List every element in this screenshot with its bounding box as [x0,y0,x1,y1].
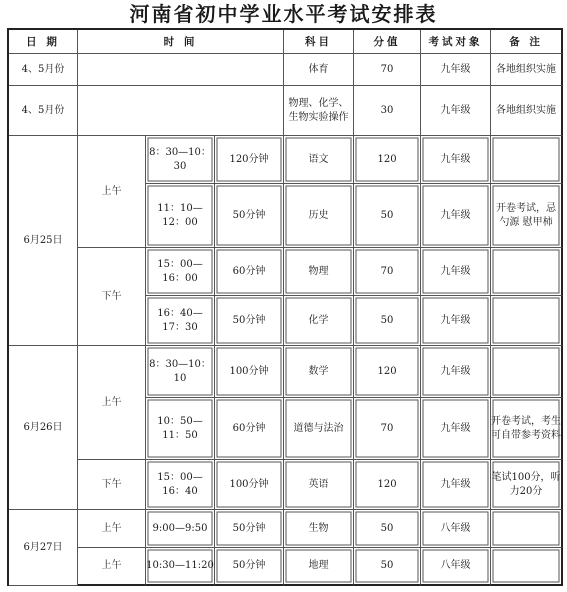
table-row [9,510,563,548]
duration-cell: 50分钟 [215,184,284,248]
score-cell: 70 [354,398,421,460]
subject-cell: 道德与法治 [284,398,354,460]
header-score: 分值 [354,30,421,54]
score-cell: 70 [354,54,421,86]
table-row [9,86,563,136]
half-day-cell: 下午 [78,460,146,510]
date-cell: 6月26日 [9,346,78,510]
note-cell: 各地组织实施 [491,54,563,86]
date-cell: 4、5月份 [9,54,78,86]
date-cell: 6月27日 [9,510,78,586]
subject-cell: 体育 [284,54,354,86]
note-cell [491,510,563,548]
score-cell: 70 [354,248,421,296]
time-cell: 11：10—12：00 [146,184,215,248]
note-cell [491,136,563,184]
half-day-cell: 上午 [78,548,146,586]
note-cell: 开卷考试，忌 勺源 慰甲柿 [491,184,563,248]
half-day-cell: 上午 [78,510,146,548]
subject-cell: 历史 [284,184,354,248]
table-row [9,248,563,296]
duration-cell: 50分钟 [215,510,284,548]
score-cell: 120 [354,460,421,510]
half-day-cell: 上午 [78,346,146,460]
time-cell: 10:30—11:20 [146,548,215,586]
page-title: 河南省初中学业水平考试安排表 [129,2,438,26]
note-cell [491,296,563,346]
time-cell: 8：30—10：10 [146,346,215,398]
time-cell: 8：30—10：30 [146,136,215,184]
target-cell: 九年级 [421,398,491,460]
target-cell: 八年级 [421,510,491,548]
time-cell: 15：00—16：00 [146,248,215,296]
note-cell: 各地组织实施 [491,86,563,136]
table-row [9,460,563,510]
subject-cell: 数学 [284,346,354,398]
target-cell: 九年级 [421,460,491,510]
time-cell: 10：50—11：50 [146,398,215,460]
target-cell: 九年级 [421,136,491,184]
subject-cell: 化学 [284,296,354,346]
table-row [9,346,563,398]
date-cell: 6月25日 [9,136,78,346]
duration-cell: 100分钟 [215,346,284,398]
duration-cell: 100分钟 [215,460,284,510]
note-cell: 笔试100分，听力20分 [491,460,563,510]
subject-cell: 物理 [284,248,354,296]
target-cell: 九年级 [421,54,491,86]
score-cell: 50 [354,296,421,346]
note-cell [491,548,563,586]
table-row [9,548,563,586]
header-row [9,30,563,54]
duration-cell: 50分钟 [215,296,284,346]
note-cell [491,248,563,296]
half-day-cell: 上午 [78,136,146,248]
subject-cell: 地理 [284,548,354,586]
subject-cell: 物理、化学、生物实验操作 [284,86,354,136]
score-cell: 50 [354,548,421,586]
header-subject: 科目 [284,30,354,54]
target-cell: 九年级 [421,248,491,296]
time-cell: 16：40—17：30 [146,296,215,346]
table-row [9,136,563,184]
time-cell: 15：00—16：40 [146,460,215,510]
note-cell [491,346,563,398]
header-note: 备 注 [491,30,563,54]
target-cell: 九年级 [421,184,491,248]
time-cell: 9:00—9:50 [146,510,215,548]
target-cell: 九年级 [421,86,491,136]
score-cell: 50 [354,184,421,248]
exam-schedule-table [7,28,563,586]
duration-cell: 120分钟 [215,136,284,184]
header-date: 日 期 [9,30,78,54]
target-cell: 九年级 [421,296,491,346]
score-cell: 120 [354,346,421,398]
header-target: 考试对象 [421,30,491,54]
time-cell [78,54,284,86]
duration-cell: 60分钟 [215,398,284,460]
duration-cell: 60分钟 [215,248,284,296]
half-day-cell: 下午 [78,248,146,346]
target-cell: 九年级 [421,346,491,398]
target-cell: 八年级 [421,548,491,586]
score-cell: 30 [354,86,421,136]
subject-cell: 语文 [284,136,354,184]
time-cell [78,86,284,136]
subject-cell: 生物 [284,510,354,548]
duration-cell: 50分钟 [215,548,284,586]
date-cell: 4、5月份 [9,86,78,136]
header-time: 时 间 [78,30,284,54]
note-cell: 开卷考试，考生可自带参考资料 [491,398,563,460]
table-row [9,54,563,86]
subject-cell: 英语 [284,460,354,510]
score-cell: 120 [354,136,421,184]
score-cell: 50 [354,510,421,548]
